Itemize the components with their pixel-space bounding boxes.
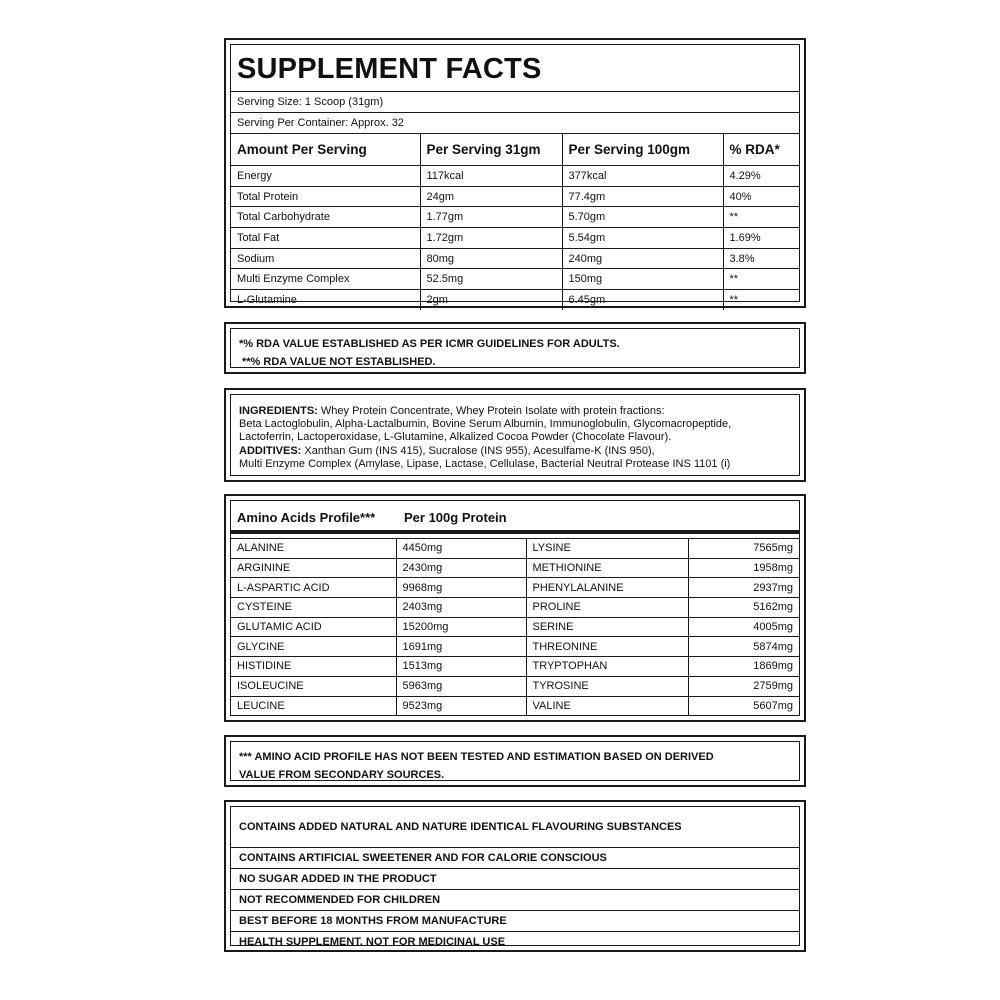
amino-value: 2430mg xyxy=(396,558,526,578)
amino-value: 5963mg xyxy=(396,676,526,696)
ingredients-line-2: Beta Lactoglobulin, Alpha-Lactalbumin, Bovine Serum Albumin, Immunoglobulin, Glycomacropeptide, xyxy=(239,418,732,431)
claims-table xyxy=(231,807,799,952)
supplement-facts-panel xyxy=(224,38,806,308)
table-row xyxy=(231,598,799,618)
amino-value: 5162mg xyxy=(688,598,799,618)
table-row xyxy=(231,166,799,187)
amino-value: 15200mg xyxy=(396,617,526,637)
nutrient-rda: 3.8% xyxy=(723,248,799,269)
table-row xyxy=(231,617,799,637)
ingredients-line-3: Lactoferrin, Lactoperoxidase, L-Glutamine, Alkalized Cocoa Powder (Chocolate Flavour). xyxy=(239,431,672,444)
rda-notes-inner xyxy=(230,328,800,368)
header-per-serving-31gm: Per Serving 31gm xyxy=(420,134,562,166)
amino-value: 4005mg xyxy=(688,617,799,637)
supplement-facts-inner xyxy=(230,44,800,306)
amino-value: 1958mg xyxy=(688,558,799,578)
amino-value: 7565mg xyxy=(688,539,799,559)
table-row xyxy=(231,269,799,290)
nutrient-per-31gm: 1.72gm xyxy=(420,228,562,249)
amino-acids-title: Amino Acids Profile*** xyxy=(237,510,376,525)
nutrient-per-31gm: 24gm xyxy=(420,186,562,207)
amino-value: 2937mg xyxy=(688,578,799,598)
nutrient-name: Total Protein xyxy=(231,186,420,207)
nutrient-per-100gm: 377kcal xyxy=(562,166,723,187)
amino-name: GLUTAMIC ACID xyxy=(231,617,396,637)
amino-name: CYSTEINE xyxy=(231,598,396,618)
amino-name: THREONINE xyxy=(526,637,688,657)
ingredients-text-1: Whey Protein Concentrate, Whey Protein Isolate with protein fractions: xyxy=(317,405,665,417)
amino-name: HISTIDINE xyxy=(231,657,396,677)
nutrient-rda: ** xyxy=(723,290,799,310)
page-title: SUPPLEMENT FACTS xyxy=(231,45,799,92)
amino-name: PROLINE xyxy=(526,598,688,618)
amino-note-line-2: VALUE FROM SECONDARY SOURCES. xyxy=(239,768,445,781)
table-row xyxy=(231,637,799,657)
table-row xyxy=(231,676,799,696)
nutrient-name: L-Glutamine xyxy=(231,290,420,310)
list-item xyxy=(231,932,799,953)
nutrient-rda: 40% xyxy=(723,186,799,207)
nutrient-name: Multi Enzyme Complex xyxy=(231,269,420,290)
amino-name: PHENYLALANINE xyxy=(526,578,688,598)
amino-value: 2759mg xyxy=(688,676,799,696)
ingredients-panel xyxy=(224,388,806,482)
amino-name: TRYPTOPHAN xyxy=(526,657,688,677)
table-row xyxy=(231,248,799,269)
table-row xyxy=(231,228,799,249)
claim-not-for-children: NOT RECOMMENDED FOR CHILDREN xyxy=(231,890,799,911)
amino-acids-inner xyxy=(230,500,800,716)
additives-line-2: Multi Enzyme Complex (Amylase, Lipase, Lactase, Cellulase, Bacterial Neutral Protease INS 1101 (i) xyxy=(239,457,731,470)
list-item xyxy=(231,890,799,911)
amino-name: VALINE xyxy=(526,696,688,715)
amino-note-line-1: *** AMINO ACID PROFILE HAS NOT BEEN TESTED AND ESTIMATION BASED ON DERIVED xyxy=(239,751,714,763)
nutrient-per-100gm: 77.4gm xyxy=(562,186,723,207)
header-rda: % RDA* xyxy=(723,134,799,166)
list-item xyxy=(231,848,799,869)
amino-value: 1691mg xyxy=(396,637,526,657)
nutrient-rda: ** xyxy=(723,207,799,228)
nutrient-per-100gm: 5.54gm xyxy=(562,228,723,249)
claim-best-before: BEST BEFORE 18 MONTHS FROM MANUFACTURE xyxy=(231,911,799,932)
nutrient-per-31gm: 52.5mg xyxy=(420,269,562,290)
nutrient-rda: 4.29% xyxy=(723,166,799,187)
servings-per-container: Serving Per Container: Approx. 32 xyxy=(231,113,799,134)
claim-sweetener: CONTAINS ARTIFICIAL SWEETENER AND FOR CALORIE CONSCIOUS xyxy=(231,848,799,869)
ingredients-line-1 xyxy=(239,405,791,418)
nutrient-per-100gm: 5.70gm xyxy=(562,207,723,228)
nutrient-name: Total Fat xyxy=(231,228,420,249)
nutrient-per-100gm: 240mg xyxy=(562,248,723,269)
ingredients-label: INGREDIENTS: xyxy=(239,405,318,417)
amino-name: SERINE xyxy=(526,617,688,637)
amino-value: 1513mg xyxy=(396,657,526,677)
claims-panel xyxy=(224,800,806,952)
table-row xyxy=(231,657,799,677)
rda-notes-panel xyxy=(224,322,806,374)
amino-value: 5874mg xyxy=(688,637,799,657)
additives-line xyxy=(239,445,791,458)
amino-value: 9523mg xyxy=(396,696,526,715)
amino-value: 9968mg xyxy=(396,578,526,598)
table-row xyxy=(231,207,799,228)
list-item xyxy=(231,911,799,932)
amino-value: 1869mg xyxy=(688,657,799,677)
claims-inner xyxy=(230,806,800,946)
amino-note-inner xyxy=(230,741,800,781)
amino-name: ALANINE xyxy=(231,539,396,559)
amino-value: 4450mg xyxy=(396,539,526,559)
amino-name: LEUCINE xyxy=(231,696,396,715)
table-row xyxy=(231,696,799,715)
rda-note-established: *% RDA VALUE ESTABLISHED AS PER ICMR GUIDELINES FOR ADULTS. xyxy=(239,338,620,350)
claim-flavouring: CONTAINS ADDED NATURAL AND NATURE IDENTICAL FLAVOURING SUBSTANCES xyxy=(231,807,799,848)
ingredients-inner xyxy=(230,394,800,476)
nutrient-name: Energy xyxy=(231,166,420,187)
amino-name: L-ASPARTIC ACID xyxy=(231,578,396,598)
rda-note-not-established: **% RDA VALUE NOT ESTABLISHED. xyxy=(242,356,436,368)
amino-value: 5607mg xyxy=(688,696,799,715)
list-item xyxy=(231,869,799,890)
serving-size: Serving Size: 1 Scoop (31gm) xyxy=(231,92,799,113)
nutrient-name: Sodium xyxy=(231,248,420,269)
amino-name: LYSINE xyxy=(526,539,688,559)
table-row xyxy=(231,290,799,310)
table-row xyxy=(231,186,799,207)
nutrient-rda: ** xyxy=(723,269,799,290)
amino-name: ISOLEUCINE xyxy=(231,676,396,696)
header-amount-per-serving: Amount Per Serving xyxy=(231,134,420,166)
amino-acids-header xyxy=(231,501,799,534)
nutrient-rda: 1.69% xyxy=(723,228,799,249)
nutrient-per-100gm: 150mg xyxy=(562,269,723,290)
list-item xyxy=(231,807,799,848)
header-per-serving-100gm: Per Serving 100gm xyxy=(562,134,723,166)
amino-name: GLYCINE xyxy=(231,637,396,657)
nutrient-per-100gm: 6.45gm xyxy=(562,290,723,310)
table-row xyxy=(231,578,799,598)
amino-name: TYROSINE xyxy=(526,676,688,696)
nutrient-name: Total Carbohydrate xyxy=(231,207,420,228)
amino-name: METHIONINE xyxy=(526,558,688,578)
nutrient-per-31gm: 117kcal xyxy=(420,166,562,187)
additives-label: ADDITIVES: xyxy=(239,444,302,457)
amino-acids-panel xyxy=(224,494,806,722)
amino-note-panel xyxy=(224,735,806,787)
additives-text: Xanthan Gum (INS 415), Sucralose (INS 955), Acesulfame-K (INS 950), xyxy=(301,444,655,457)
claim-no-sugar: NO SUGAR ADDED IN THE PRODUCT xyxy=(231,869,799,890)
nutrient-per-31gm: 2gm xyxy=(420,290,562,310)
table-header-row xyxy=(231,134,799,166)
table-row xyxy=(231,539,799,559)
nutrient-per-31gm: 1.77gm xyxy=(420,207,562,228)
table-row xyxy=(231,558,799,578)
nutrient-per-31gm: 80mg xyxy=(420,248,562,269)
amino-value: 2403mg xyxy=(396,598,526,618)
nutrition-table xyxy=(231,134,799,310)
amino-name: ARGININE xyxy=(231,558,396,578)
claim-health-supplement: HEALTH SUPPLEMENT. NOT FOR MEDICINAL USE xyxy=(231,932,799,953)
amino-acids-table xyxy=(231,538,799,715)
amino-acids-unit: Per 100g Protein xyxy=(404,510,507,525)
